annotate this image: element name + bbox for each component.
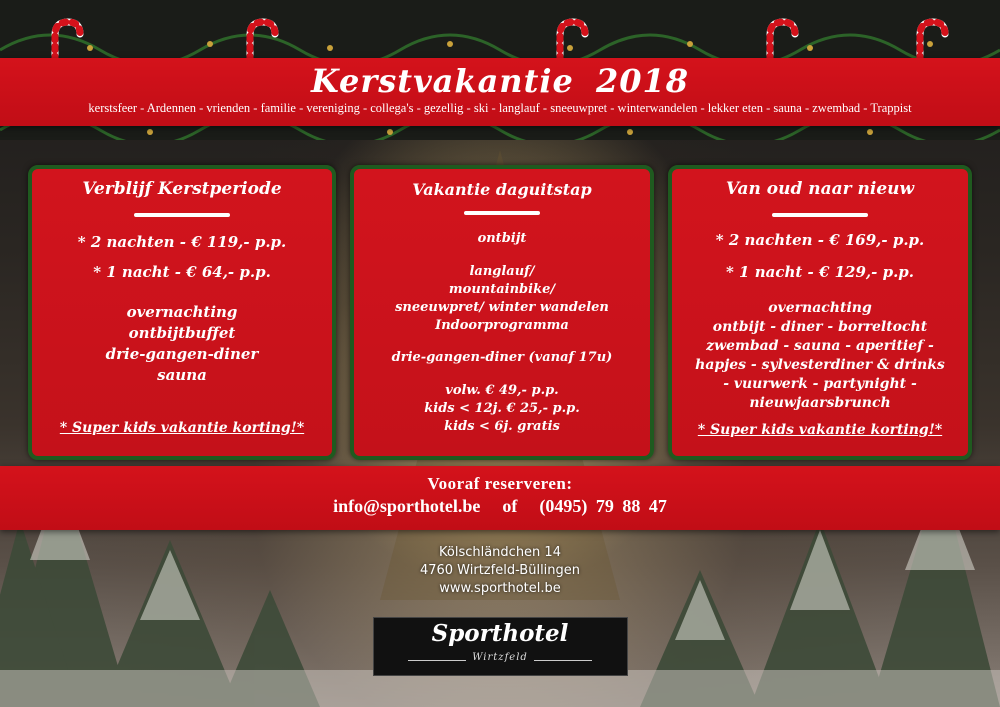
- activity-item: sneeuwpret/ winter wandelen: [395, 300, 609, 315]
- card-divider: [134, 213, 230, 217]
- keyword-strip: kerstsfeer - Ardennen - vrienden - familie - vereniging - collega's - gezellig - ski - langlauf - sneeuwpret - winterwandelen - lekker eten - sauna - zwembad - Trappist: [88, 101, 912, 115]
- include-item: sauna: [157, 366, 207, 384]
- activity-item: drie-gangen-diner (vanaf 17u): [391, 350, 613, 365]
- card-title: Vakantie daguitstap: [412, 180, 592, 199]
- logo-subtitle: Wirtzfeld: [472, 652, 528, 663]
- price-line: * 2 nachten - € 169,- p.p.: [715, 231, 925, 249]
- card-title: Van oud naar nieuw: [725, 179, 915, 199]
- website-link[interactable]: www.sporthotel.be: [439, 581, 561, 596]
- activity-item: Indoorprogramma: [435, 318, 569, 333]
- include-item: ontbijt - diner - borreltocht: [712, 319, 928, 335]
- reservation-title: Vooraf reserveren:: [427, 474, 573, 493]
- card-divider: [464, 211, 540, 215]
- page-title: Kerstvakantie 2018: [310, 62, 690, 100]
- include-item: nieuwjaarsbrunch: [749, 395, 891, 411]
- activity-item: langlauf/: [469, 264, 535, 279]
- activity-item: ontbijt: [477, 231, 527, 246]
- reservation-contact: [0, 496, 1000, 517]
- address-street: Kölschländchen 14: [439, 545, 561, 560]
- include-item: - vuurwerk - partynight -: [723, 376, 917, 392]
- price-line: * 1 nacht - € 64,- p.p.: [93, 263, 271, 281]
- price-line: * 1 nacht - € 129,- p.p.: [725, 263, 915, 281]
- logo-name: Sporthotel: [431, 620, 569, 647]
- reservation-phone[interactable]: (0495) 79 88 47: [539, 496, 667, 516]
- price-line: volw. € 49,- p.p.: [445, 383, 559, 398]
- reservation-email-link[interactable]: info@sporthotel.be: [333, 496, 481, 516]
- include-item: drie-gangen-diner: [105, 345, 259, 363]
- price-line: * 2 nachten - € 119,- p.p.: [77, 233, 287, 251]
- include-item: zwembad - sauna - aperitief -: [706, 338, 934, 354]
- activity-item: mountainbike/: [448, 282, 556, 297]
- include-item: overnachting: [768, 300, 872, 316]
- kids-discount-promo: * Super kids vakantie korting!*: [697, 422, 943, 438]
- card-van-oud-naar-nieuw: [668, 165, 972, 460]
- price-line: kids < 12j. € 25,- p.p.: [424, 401, 580, 416]
- card-divider: [772, 213, 868, 217]
- include-item: overnachting: [126, 303, 238, 321]
- kids-discount-promo: * Super kids vakantie korting!*: [59, 420, 305, 436]
- card-title: Verblijf Kerstperiode: [82, 179, 282, 199]
- address-city: 4760 Wirtzfeld-Büllingen: [419, 563, 581, 578]
- include-item: hapjes - sylvesterdiner & drinks: [695, 357, 945, 373]
- card-verblijf-kerstperiode: [28, 165, 336, 460]
- include-item: ontbijtbuffet: [128, 324, 236, 342]
- card-vakantie-daguitstap: [350, 165, 654, 460]
- reservation-separator: of: [502, 496, 518, 516]
- price-line: kids < 6j. gratis: [444, 419, 560, 434]
